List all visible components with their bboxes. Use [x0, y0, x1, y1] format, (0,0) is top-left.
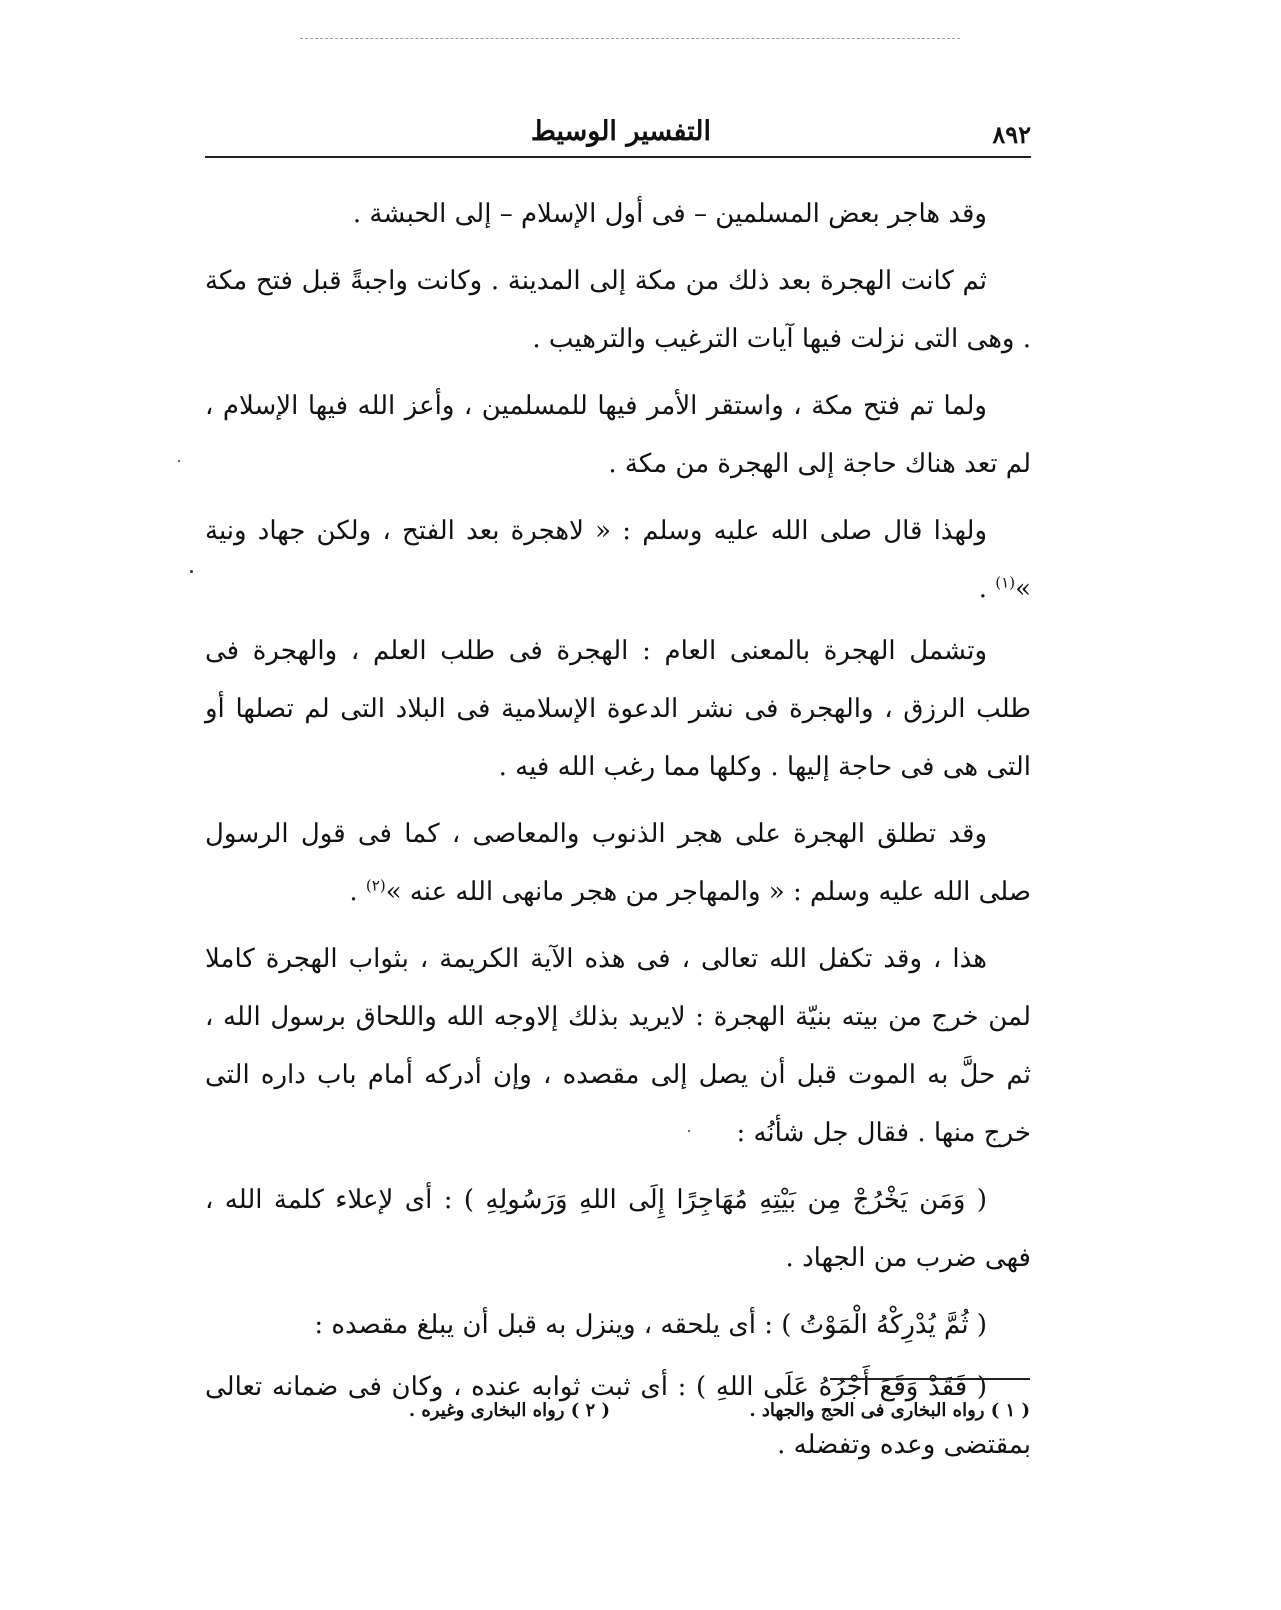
paragraph-4-tail: . — [978, 574, 996, 604]
paragraph-9-quran: ( ثُمَّ يُدْرِكْهُ الْمَوْتُ ) : أى يلحقه ، وينزل به قبل أن يبلغ مقصده : — [314, 1310, 987, 1340]
paragraph-6-text: وقد تطلق الهجرة على هجر الذنوب والمعاصى ، كما فى قول الرسول صلى الله عليه وسلم : « والمهاجر من هجر مانهى الله عنه » — [205, 819, 1031, 907]
page-number: ٨٩٢ — [992, 120, 1031, 149]
paragraph-8-quran: ( وَمَن يَخْرُجْ مِن بَيْتِهِ مُهَاجِرًا إِلَى اللهِ وَرَسُولِهِ ) : أى لإعلاء كلمة الله ، فهى ضرب من الجهاد . — [205, 1185, 1031, 1273]
body-text — [205, 185, 1031, 1483]
paragraph-6 — [205, 805, 1031, 921]
footnote-mark-1: (١) — [995, 573, 1016, 592]
paragraph-4-text: ولهذا قال صلى الله عليه وسلم : « لاهجرة بعد الفتح ، ولكن جهاد ونية » — [205, 516, 1031, 604]
footnote-1: ( ١ ) رواه البخارى فى الحج والجهاد . — [749, 1400, 1030, 1421]
footnote-divider — [830, 1378, 1030, 1380]
paragraph-5: وتشمل الهجرة بالمعنى العام : الهجرة فى طلب العلم ، والهجرة فى طلب الرزق ، والهجرة فى نشر الدعوة الإسلامية فى البلاد التى لم تصلها أو التى هى فى حاجة إليها . وكلها مما رغب الله فيه . — [205, 636, 1031, 782]
footnotes — [330, 1400, 1030, 1436]
footnote-2: ( ٢ ) رواه البخارى وغيره . — [408, 1400, 610, 1421]
scan-speck — [688, 1130, 690, 1132]
paragraph-7: هذا ، وقد تكفل الله تعالى ، فى هذه الآية الكريمة ، بثواب الهجرة كاملا لمن خرج من بيته بنيّة الهجرة : لايريد بذلك إلاوجه الله واللحاق برسول الله ، ثم حلَّ به الموت قبل أن يصل إلى مقصده ، وإن أدركه أمام باب داره التى خرج منها . فقال جل شأنُه : — [205, 944, 1031, 1148]
paragraph-6-tail: . — [349, 877, 366, 907]
scan-speck — [190, 570, 193, 573]
scan-edge-rule — [300, 38, 960, 39]
paragraph-2: ثم كانت الهجرة بعد ذلك من مكة إلى المدينة . وكانت واجبةً قبل فتح مكة . وهى التى نزلت فيها آيات الترغيب والترهيب . — [205, 266, 1031, 354]
scan-speck — [178, 460, 180, 462]
footnote-mark-2: (٢) — [365, 876, 386, 895]
paragraph-10-quran: ( فَقَدْ وَقَعَ أَجْرُهُ عَلَى اللهِ ) : أى ثبت ثوابه عنده ، وكان فى ضمانه تعالى بمقتضى وعده وتفضله . — [205, 1372, 1031, 1460]
paragraph-1: وقد هاجر بعض المسلمين – فى أول الإسلام – إلى الحبشة . — [352, 199, 987, 229]
paragraph-3: ولما تم فتح مكة ، واستقر الأمر فيها للمسلمين ، وأعز الله فيها الإسلام ، لم تعد هناك حاجة إلى الهجرة من مكة . — [205, 391, 1031, 479]
running-title: التفسير الوسيط — [530, 116, 711, 147]
page-header — [205, 112, 1031, 158]
paragraph-4 — [205, 502, 1031, 618]
